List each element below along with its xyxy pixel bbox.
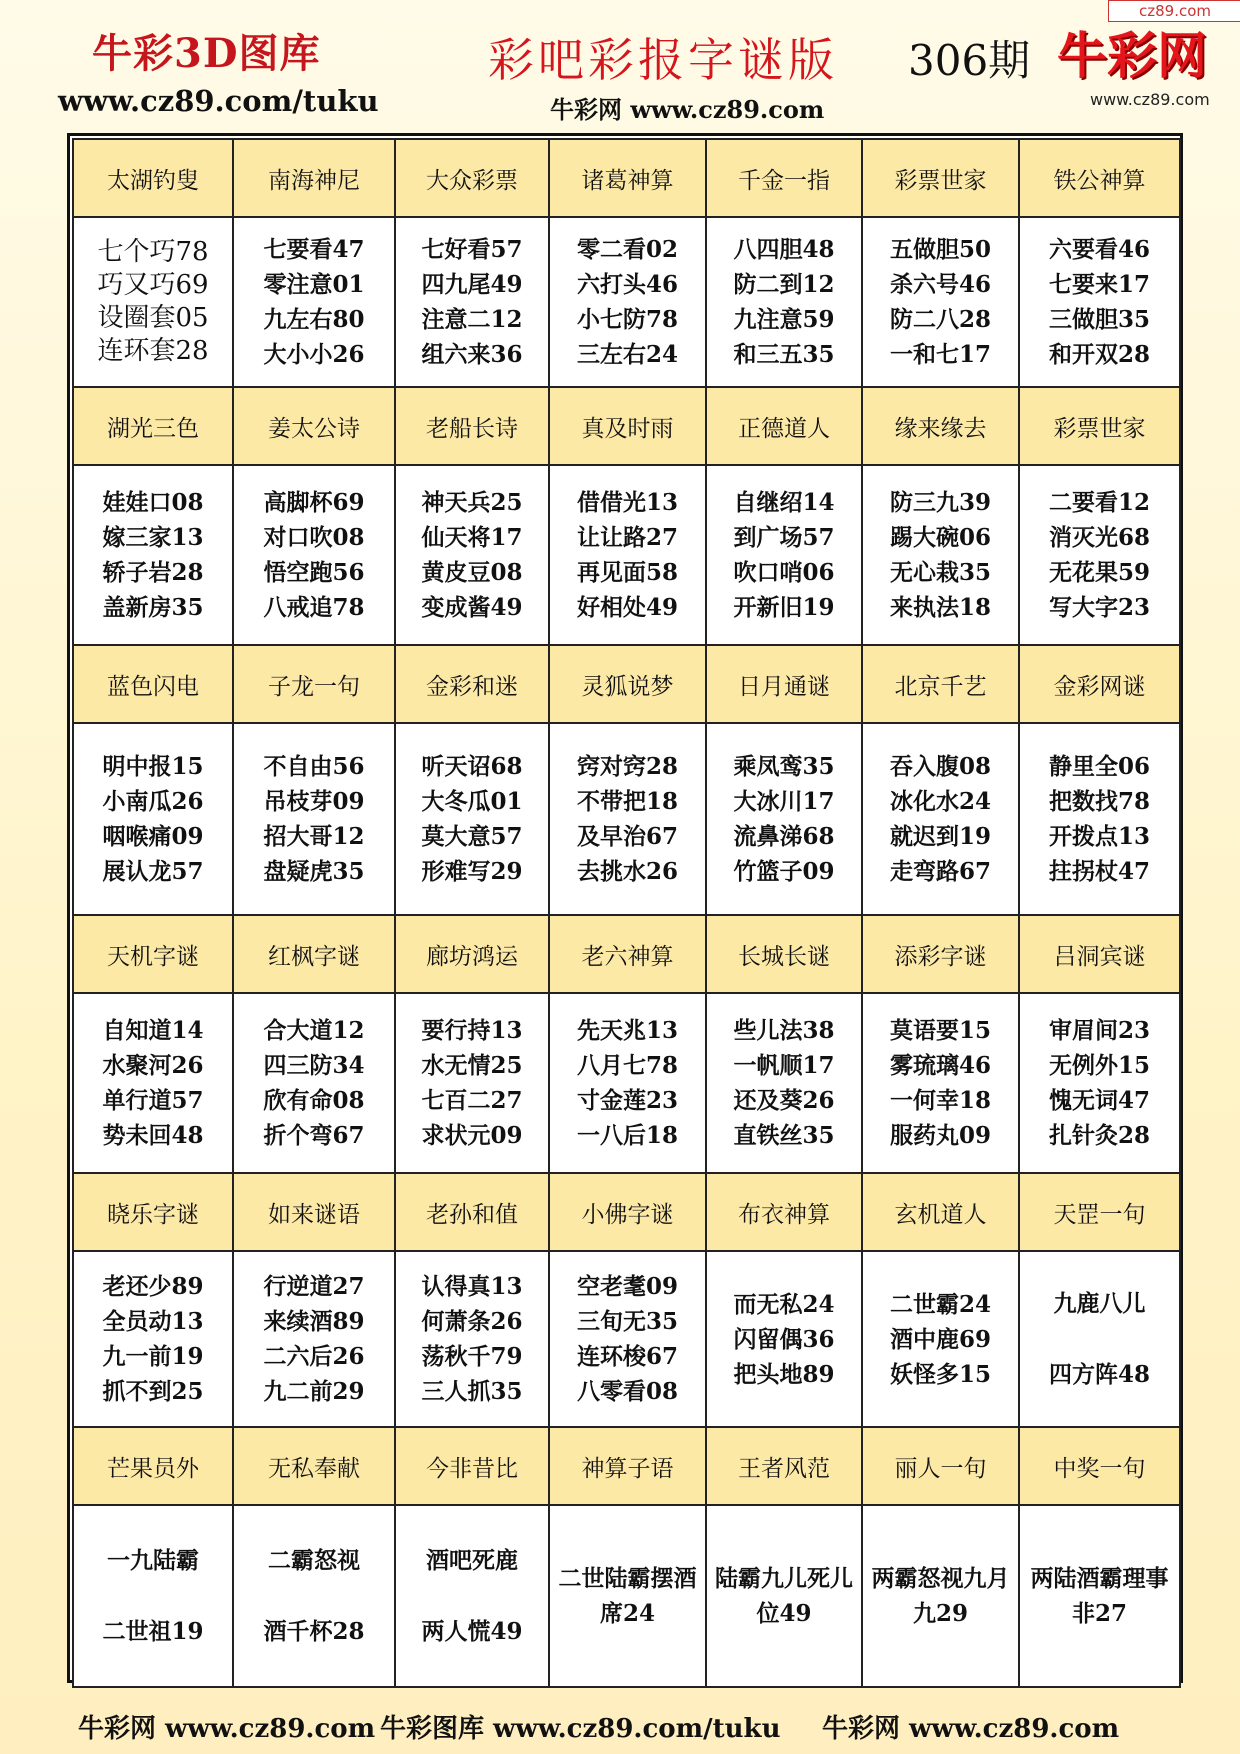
riddle-cell [862, 1251, 1019, 1427]
riddle-cell [233, 465, 395, 645]
riddle-cell [73, 1505, 233, 1687]
riddle-line: 七要来17 [1048, 271, 1150, 298]
riddle-cell [706, 993, 862, 1173]
riddle-line: 七百二27 [421, 1087, 523, 1114]
riddle-line: 莫大意57 [421, 823, 523, 850]
riddle-line: 踢大碗06 [889, 524, 991, 551]
riddle-line: 杀六号46 [889, 271, 991, 298]
riddle-cell [1019, 465, 1180, 645]
riddle-line: 乘凤鸾35 [733, 753, 835, 780]
brand-logo [1040, 16, 1224, 116]
riddle-line: 八四胆48 [733, 236, 835, 263]
content-row [73, 1505, 1180, 1687]
riddle-line: 九二前29 [263, 1378, 365, 1405]
riddle-line: 自知道14 [102, 1017, 204, 1044]
brand-url-center[interactable]: 牛彩网 www.cz89.com [550, 95, 825, 124]
brand-url-left[interactable]: www.cz89.com/tuku [58, 84, 379, 118]
riddle-line: 九左右80 [263, 306, 365, 333]
top-badge[interactable]: cz89.com [1108, 0, 1240, 22]
riddle-line: 酒中鹿69 [889, 1325, 991, 1353]
riddle-line: 八月七78 [576, 1052, 678, 1079]
riddle-line: 非27 [1071, 1600, 1127, 1627]
riddle-cell [73, 723, 233, 915]
cell-gap [234, 1578, 394, 1614]
riddle-cell [73, 1251, 233, 1427]
riddle-line: 大冬瓜01 [421, 788, 523, 815]
column-header: 中奖一句 [1019, 1427, 1180, 1505]
riddle-line: 全员动13 [102, 1308, 204, 1335]
riddle-line: 一八后18 [576, 1122, 678, 1149]
riddle-line: 闪留偶36 [733, 1325, 835, 1353]
riddle-line: 认得真13 [421, 1273, 523, 1300]
header-row [73, 139, 1180, 217]
riddle-line: 娃娃口08 [102, 489, 204, 516]
riddle-cell [233, 993, 395, 1173]
riddle-line: 一何幸18 [889, 1087, 991, 1114]
riddle-cell [1019, 993, 1180, 1173]
riddle-line: 防二八28 [889, 306, 991, 333]
riddle-line: 七个巧78 [97, 237, 209, 267]
content-row [73, 217, 1180, 387]
column-header: 添彩字谜 [862, 915, 1019, 993]
column-header: 芒果员外 [73, 1427, 233, 1505]
riddle-line: 二世祖19 [102, 1618, 204, 1645]
riddle-line: 窍对窍28 [576, 753, 678, 780]
header-row [73, 1173, 1180, 1251]
riddle-cell [395, 1505, 549, 1687]
riddle-line: 莫语要15 [889, 1017, 991, 1044]
footer-link-center[interactable]: 牛彩图库 www.cz89.com/tuku [380, 1714, 781, 1744]
riddle-line: 酒千杯28 [263, 1618, 365, 1645]
column-header: 老孙和值 [395, 1173, 549, 1251]
riddle-cell [549, 723, 706, 915]
riddle-line: 轿子岩28 [102, 559, 204, 586]
riddle-line: 九一前19 [102, 1343, 204, 1370]
riddle-line: 空老耄09 [576, 1273, 678, 1300]
column-header: 吕洞宾谜 [1019, 915, 1180, 993]
column-header: 金彩网谜 [1019, 645, 1180, 723]
riddle-cell [549, 1251, 706, 1427]
column-header: 无私奉献 [233, 1427, 395, 1505]
riddle-line: 陆霸九儿死儿 [715, 1565, 853, 1592]
logo-url: www.cz89.com [1090, 90, 1210, 109]
riddle-table [72, 138, 1181, 1688]
riddle-line: 自继绍14 [733, 489, 835, 516]
riddle-line: 防二到12 [733, 271, 835, 298]
column-header: 金彩和迷 [395, 645, 549, 723]
riddle-line: 再见面58 [576, 559, 678, 586]
riddle-line: 而无私24 [733, 1290, 835, 1318]
riddle-line: 组六来36 [421, 341, 523, 368]
riddle-line: 老还少89 [102, 1273, 204, 1300]
riddle-line: 先天兆13 [576, 1017, 678, 1044]
header-row [73, 1427, 1180, 1505]
riddle-line: 两人慌49 [421, 1618, 523, 1645]
riddle-line: 零二看02 [576, 236, 678, 263]
cell-gap [1020, 1321, 1179, 1357]
riddle-line: 审眉间23 [1048, 1017, 1150, 1044]
riddle-line: 二六后26 [263, 1343, 365, 1370]
column-header: 彩票世家 [862, 139, 1019, 217]
riddle-line: 消灭光68 [1048, 524, 1150, 551]
riddle-line: 无例外15 [1048, 1052, 1150, 1079]
riddle-cell [233, 217, 395, 387]
riddle-line: 大小小26 [263, 341, 365, 368]
riddle-cell [1019, 217, 1180, 387]
riddle-line: 形难写29 [421, 858, 523, 885]
riddle-line: 位49 [756, 1600, 812, 1627]
riddle-cell [395, 993, 549, 1173]
riddle-cell [73, 993, 233, 1173]
footer-link-right[interactable]: 牛彩网 www.cz89.com [822, 1714, 1120, 1744]
column-header: 布衣神算 [706, 1173, 862, 1251]
column-header: 天机字谜 [73, 915, 233, 993]
riddle-line: 变成酱49 [421, 594, 523, 621]
riddle-line: 小七防78 [576, 306, 678, 333]
column-header: 南海神尼 [233, 139, 395, 217]
riddle-line: 二霸怒视 [268, 1547, 360, 1574]
riddle-line: 直铁丝35 [733, 1122, 835, 1149]
riddle-line: 流鼻涕68 [733, 823, 835, 850]
riddle-line: 高脚杯69 [263, 489, 365, 516]
riddle-line: 防三九39 [889, 489, 991, 516]
column-header: 诸葛神算 [549, 139, 706, 217]
riddle-line: 到广场57 [733, 524, 835, 551]
riddle-line: 和开双28 [1048, 341, 1150, 368]
riddle-line: 黄皮豆08 [421, 559, 523, 586]
column-header: 彩票世家 [1019, 387, 1180, 465]
riddle-line: 酒吧死鹿 [426, 1547, 518, 1574]
riddle-line: 势未回48 [102, 1122, 204, 1149]
riddle-line: 嫁三家13 [102, 524, 204, 551]
column-header: 蓝色闪电 [73, 645, 233, 723]
riddle-line: 欣有命08 [263, 1087, 365, 1114]
riddle-line: 开拨点13 [1048, 823, 1150, 850]
column-header: 铁公神算 [1019, 139, 1180, 217]
riddle-line: 无心栽35 [889, 559, 991, 586]
riddle-cell [233, 1505, 395, 1687]
riddle-cell [862, 723, 1019, 915]
riddle-line: 水无情25 [421, 1052, 523, 1079]
riddle-line: 单行道57 [102, 1087, 204, 1114]
riddle-cell [395, 465, 549, 645]
riddle-line: 招大哥12 [263, 823, 365, 850]
column-header: 丽人一句 [862, 1427, 1019, 1505]
riddle-line: 何萧条26 [421, 1308, 523, 1335]
riddle-cell [549, 217, 706, 387]
riddle-line: 四三防34 [263, 1052, 365, 1079]
riddle-cell [1019, 1505, 1180, 1687]
column-header: 红枫字谜 [233, 915, 395, 993]
header-row [73, 915, 1180, 993]
riddle-line: 两霸怒视九月 [871, 1565, 1010, 1592]
riddle-line: 吹口哨06 [733, 559, 835, 586]
riddle-line: 些儿法38 [733, 1017, 835, 1044]
column-header: 正德道人 [706, 387, 862, 465]
riddle-line: 大冰川17 [733, 788, 835, 815]
riddle-line: 水聚河26 [102, 1052, 204, 1079]
riddle-line: 对口吹08 [263, 524, 365, 551]
riddle-line: 三做胆35 [1048, 306, 1150, 333]
content-row [73, 993, 1180, 1173]
riddle-line: 写大字23 [1048, 594, 1150, 621]
riddle-cell [862, 1505, 1019, 1687]
riddle-line: 神天兵25 [421, 489, 523, 516]
riddle-cell [1019, 723, 1180, 915]
riddle-cell [706, 465, 862, 645]
riddle-line: 把头地89 [733, 1360, 835, 1388]
riddle-line: 服药丸09 [889, 1122, 991, 1149]
header-row [73, 645, 1180, 723]
riddle-line: 静里全06 [1048, 753, 1150, 780]
riddle-line: 盘疑虎35 [263, 858, 365, 885]
riddle-cell [706, 1505, 862, 1687]
column-header: 如来谜语 [233, 1173, 395, 1251]
riddle-cell [395, 217, 549, 387]
riddle-line: 行逆道27 [263, 1273, 365, 1300]
column-header: 王者风范 [706, 1427, 862, 1505]
riddle-line: 及早治67 [576, 823, 678, 850]
riddle-line: 三旬无35 [576, 1308, 678, 1335]
cell-gap [74, 1578, 232, 1614]
cell-gap [396, 1578, 548, 1614]
issue-number: 306期 [908, 36, 1031, 85]
riddle-line: 五做胆50 [889, 236, 991, 263]
riddle-line: 六打头46 [576, 271, 678, 298]
riddle-line: 零注意01 [263, 271, 365, 298]
riddle-cell [233, 1251, 395, 1427]
riddle-line: 设圈套05 [97, 303, 209, 333]
riddle-line: 席24 [599, 1600, 655, 1627]
column-header: 天罡一句 [1019, 1173, 1180, 1251]
column-header: 日月通谜 [706, 645, 862, 723]
riddle-line: 八零看08 [576, 1378, 678, 1405]
content-row [73, 1251, 1180, 1427]
column-header: 玄机道人 [862, 1173, 1019, 1251]
riddle-line: 九29 [912, 1600, 968, 1627]
column-header: 老六神算 [549, 915, 706, 993]
column-header: 大众彩票 [395, 139, 549, 217]
column-header: 姜太公诗 [233, 387, 395, 465]
riddle-line: 合大道12 [263, 1017, 365, 1044]
riddle-cell [706, 217, 862, 387]
footer-link-left[interactable]: 牛彩网 www.cz89.com [78, 1714, 376, 1744]
riddle-cell [73, 465, 233, 645]
riddle-line: 让让路27 [576, 524, 678, 551]
riddle-cell [549, 465, 706, 645]
logo-text: 牛彩网 [1057, 27, 1207, 85]
riddle-line: 要行持13 [421, 1017, 523, 1044]
riddle-line: 把数找78 [1048, 788, 1150, 815]
column-header: 千金一指 [706, 139, 862, 217]
riddle-cell [1019, 1251, 1180, 1427]
riddle-cell [706, 1251, 862, 1427]
riddle-line: 无花果59 [1048, 559, 1150, 586]
riddle-line: 求状元09 [421, 1122, 523, 1149]
riddle-line: 连环套28 [97, 336, 209, 366]
riddle-cell [862, 465, 1019, 645]
riddle-line: 愧无词47 [1048, 1087, 1150, 1114]
riddle-line: 二世陆霸摆酒 [558, 1565, 697, 1592]
riddle-line: 连环梭67 [576, 1343, 678, 1370]
riddle-line: 七要看47 [263, 236, 365, 263]
brand-title-left: 牛彩3D图库 [92, 30, 321, 77]
riddle-line: 拄拐杖47 [1048, 858, 1150, 885]
riddle-line: 九注意59 [733, 306, 835, 333]
riddle-line: 借借光13 [576, 489, 678, 516]
column-header: 廊坊鸿运 [395, 915, 549, 993]
riddle-line: 雾琉璃46 [889, 1052, 991, 1079]
riddle-line: 咽喉痛09 [102, 823, 204, 850]
riddle-line: 去挑水26 [576, 858, 678, 885]
column-header: 神算子语 [549, 1427, 706, 1505]
riddle-line: 扎针灸28 [1048, 1122, 1150, 1149]
riddle-line: 二世霸24 [889, 1290, 991, 1318]
column-header: 北京千艺 [862, 645, 1019, 723]
riddle-line: 明中报15 [102, 753, 204, 780]
riddle-line: 一和七17 [889, 341, 991, 368]
riddle-line: 来执法18 [889, 594, 991, 621]
riddle-line: 三左右24 [576, 341, 678, 368]
riddle-line: 二要看12 [1048, 489, 1150, 516]
column-header: 灵狐说梦 [549, 645, 706, 723]
riddle-line: 荡秋千79 [421, 1343, 523, 1370]
column-header: 老船长诗 [395, 387, 549, 465]
column-header: 缘来缘去 [862, 387, 1019, 465]
riddle-line: 竹篮子09 [733, 858, 835, 885]
content-row [73, 465, 1180, 645]
column-header: 太湖钓叟 [73, 139, 233, 217]
riddle-line: 九鹿八儿 [1053, 1290, 1146, 1317]
riddle-line: 六要看46 [1048, 236, 1150, 263]
riddle-line: 不带把18 [576, 788, 678, 815]
riddle-cell [233, 723, 395, 915]
riddle-line: 寸金莲23 [576, 1087, 678, 1114]
column-header: 晓乐字谜 [73, 1173, 233, 1251]
riddle-cell [395, 723, 549, 915]
riddle-line: 吞入腹08 [889, 753, 991, 780]
riddle-line: 来续酒89 [263, 1308, 365, 1335]
column-header: 湖光三色 [73, 387, 233, 465]
riddle-line: 三人抓35 [421, 1378, 523, 1405]
riddle-cell [395, 1251, 549, 1427]
riddle-line: 一帆顺17 [733, 1052, 835, 1079]
column-header: 小佛字谜 [549, 1173, 706, 1251]
riddle-line: 巧又巧69 [97, 270, 209, 300]
riddle-line: 展认龙57 [102, 858, 204, 885]
riddle-cell [549, 993, 706, 1173]
header-row [73, 387, 1180, 465]
riddle-line: 盖新房35 [102, 594, 204, 621]
riddle-line: 好相处49 [576, 594, 678, 621]
riddle-line: 听天诏68 [421, 753, 523, 780]
riddle-line: 两陆酒霸理事 [1030, 1565, 1169, 1592]
riddle-line: 不自由56 [263, 753, 365, 780]
riddle-line: 仙天将17 [421, 524, 523, 551]
riddle-line: 一九陆霸 [107, 1547, 199, 1574]
riddle-line: 注意二12 [421, 306, 523, 333]
riddle-line: 抓不到25 [102, 1378, 204, 1405]
riddle-cell [862, 993, 1019, 1173]
riddle-line: 还及葵26 [733, 1087, 835, 1114]
riddle-line: 妖怪多15 [889, 1360, 991, 1388]
riddle-line: 就迟到19 [889, 823, 991, 850]
content-row [73, 723, 1180, 915]
column-header: 子龙一句 [233, 645, 395, 723]
riddle-cell [73, 217, 233, 387]
riddle-cell [862, 217, 1019, 387]
riddle-line: 四方阵48 [1048, 1361, 1150, 1388]
column-header: 长城长谜 [706, 915, 862, 993]
riddle-line: 走弯路67 [889, 858, 991, 885]
riddle-cell [549, 1505, 706, 1687]
riddle-line: 开新旧19 [733, 594, 835, 621]
riddle-line: 和三五35 [733, 341, 835, 368]
riddle-line: 冰化水24 [889, 788, 991, 815]
page-title: 彩吧彩报字谜版 [488, 33, 838, 87]
riddle-cell [706, 723, 862, 915]
column-header: 今非昔比 [395, 1427, 549, 1505]
riddle-line: 小南瓜26 [102, 788, 204, 815]
riddle-line: 悟空跑56 [263, 559, 365, 586]
riddle-line: 折个弯67 [263, 1122, 365, 1149]
riddle-line: 四九尾49 [421, 271, 523, 298]
column-header: 真及时雨 [549, 387, 706, 465]
riddle-line: 吊枝芽09 [263, 788, 365, 815]
riddle-line: 八戒追78 [263, 594, 365, 621]
riddle-line: 七好看57 [421, 236, 523, 263]
